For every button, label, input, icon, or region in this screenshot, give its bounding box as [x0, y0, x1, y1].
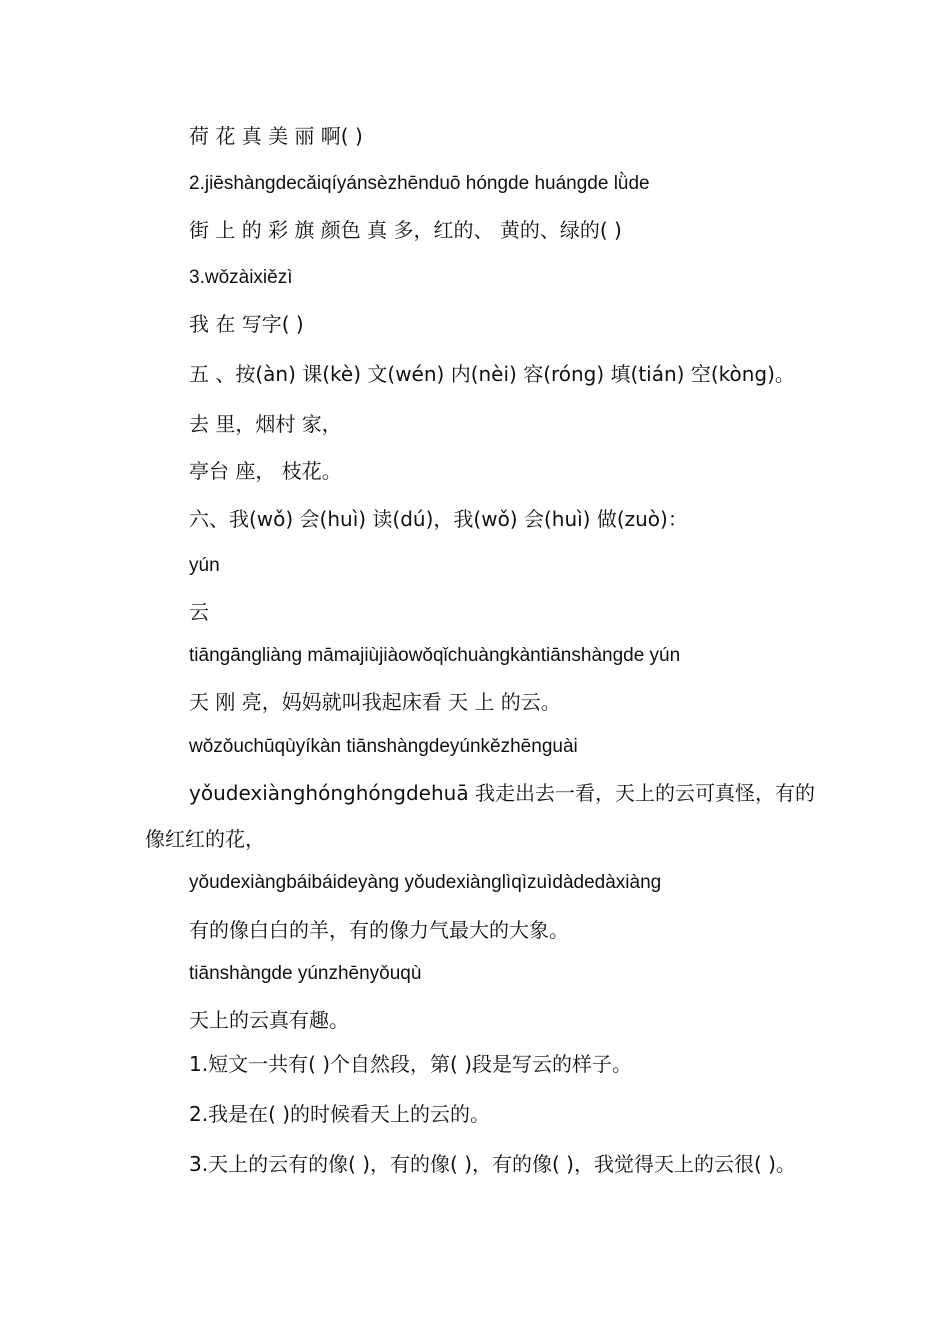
pinyin-line: 2.jiēshàngdecǎiqíyánsèzhēnduō hóngde huángde lǜde — [189, 173, 650, 194]
pinyin-line: tiāngāngliàng māmajiùjiàowǒqǐchuàngkàntiānshàngde yún — [189, 645, 681, 666]
text-line: 天上的云真有趣。 — [189, 1008, 349, 1032]
text-line: 云 — [189, 600, 209, 624]
text-line: 荷 花 真 美 丽 啊( ) — [189, 124, 363, 148]
section-heading: 五 、按(àn) 课(kè) 文(wén) 内(nèi) 容(róng) 填(tián) 空(kòng)。 — [189, 362, 795, 386]
pinyin-line: yǒudexiàngbáibáideyàng yǒudexiànglìqìzuìdàdedàxiàng — [189, 872, 662, 893]
question-1: 1.短文一共有( )个自然段，第( )段是写云的样子。 — [189, 1052, 633, 1076]
text-line: 天 刚 亮，妈妈就叫我起床看 天 上 的云。 — [189, 690, 561, 714]
text-line: 街 上 的 彩 旗 颜色 真 多，红的、 黄的、绿的( ) — [189, 218, 622, 242]
section-heading: 六、我(wǒ) 会(huì) 读(dú)，我(wǒ) 会(huì) 做(zuò)： — [189, 507, 688, 531]
pinyin-line: wǒzǒuchūqùyíkàn tiānshàngdeyúnkězhēnguài — [189, 736, 578, 757]
question-3: 3.天上的云有的像( )，有的像( )，有的像( )，我觉得天上的云很( )。 — [189, 1152, 796, 1176]
pinyin-line: 3.wǒzàixiězì — [189, 267, 293, 288]
text-line: 有的像白白的羊，有的像力气最大的大象。 — [189, 918, 569, 942]
text-line: 亭台 座， 枝花。 — [189, 459, 342, 483]
pinyin-line: yún — [189, 555, 220, 576]
text-line: 我 在 写字( ) — [189, 312, 304, 336]
wrapped-paragraph: yǒudexiànghónghóngdehuā 我走出去一看，天上的云可真怪，有的像红红的花， — [145, 781, 815, 851]
question-2: 2.我是在( )的时候看天上的云的。 — [189, 1102, 491, 1126]
pinyin-line: tiānshàngde yúnzhēnyǒuqù — [189, 963, 422, 984]
text-line: 去 里，烟村 家， — [189, 412, 342, 436]
